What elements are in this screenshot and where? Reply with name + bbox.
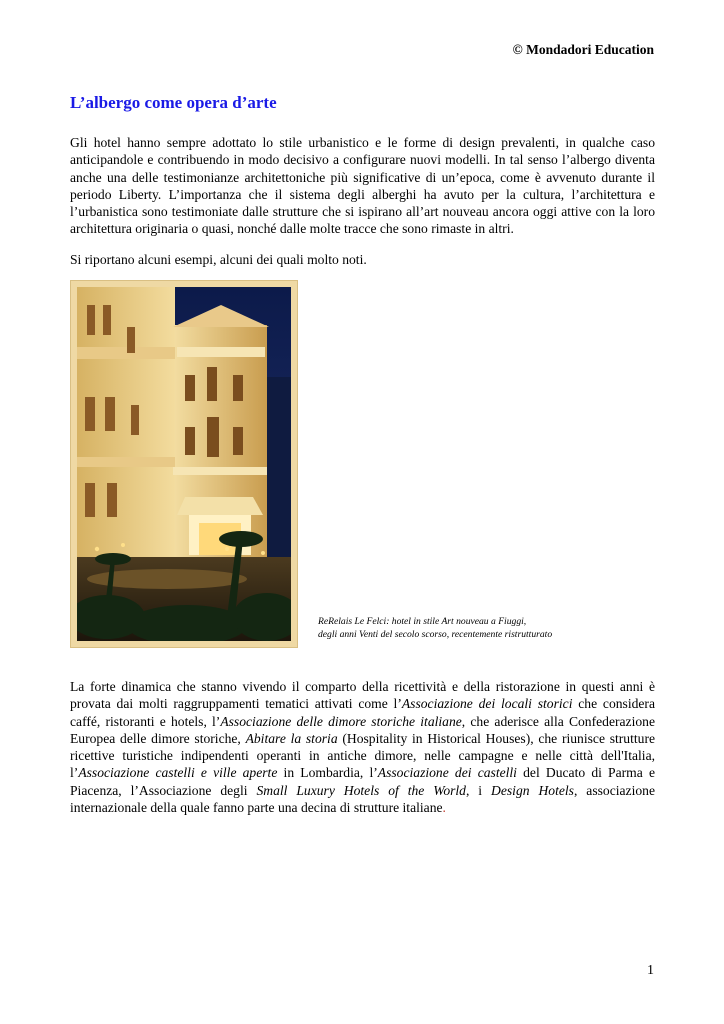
copyright-header: © Mondadori Education bbox=[512, 42, 654, 57]
hotel-photo bbox=[77, 287, 291, 641]
page-number: 1 bbox=[647, 963, 654, 978]
assoc-castelli-ville: Associazione castelli e ville aperte bbox=[78, 765, 278, 781]
abitare-la-storia: Abitare la storia bbox=[245, 730, 338, 746]
small-luxury-hotels: Small Luxury Hotels of the World bbox=[256, 782, 466, 798]
examples-line: Si riportano alcuni esempi, alcuni dei quali molto noti. bbox=[70, 252, 367, 267]
intro-paragraph: Gli hotel hanno sempre adottato lo stile urbanistico e le forme di design prevalenti, in qualche caso anticipandole e contribuendo in modo decisivo a configurare nuovi modelli. In tal senso l’albergo diventa anche una delle testimonianze architettoniche più significative di un’epoca, come è avvenuto durante il periodo Liberty. L’importanza che il sistema degli alberghi ha avuto per la cultura, l’architettura e l’urbanistica sono testimoniate dalle strutture che si ispirano all’art nouveau ancora oggi attive con la loro architettura originaria o quasi, nonché dalle molte tracce che sono rimaste in altri. bbox=[70, 135, 655, 237]
caption-line-2: degli anni Venti del secolo scorso, recentemente ristrutturato bbox=[318, 628, 553, 640]
assoc-dimore-storiche: Associazione delle dimore storiche italiane bbox=[220, 713, 462, 729]
body-paragraph: La forte dinamica che stanno vivendo il comparto della ricettività e della ristorazione in questi anni è provata dai molti raggruppamenti tematici attivati come l’Associazione dei locali storici che considera caffé, ristoranti e hotels, l’Associazione delle dimore storiche italiane, che aderisce alla Confederazione Europea delle dimore storiche, Abitare la storia (Hospitality in Historical Houses), che riunisce strutture ricettive turistiche indipendenti operanti in antiche dimore, nelle campagne e nelle città dell'Italia, l’Associazione castelli e ville aperte in Lombardia, l’Associazione dei castelli del Ducato di Parma e Piacenza, l’Associazione degli Small Luxury Hotels of the World, i Design Hotels, associazione internazionale della quale fanno parte una decina di strutture italiane. bbox=[70, 679, 656, 816]
caption-line-1: ReRelais Le Felci: hotel in stile Art nouveau a Fiuggi, bbox=[318, 616, 527, 627]
assoc-castelli: Associazione dei castelli bbox=[377, 765, 517, 781]
design-hotels: Design Hotels bbox=[491, 782, 574, 798]
hotel-photo-frame bbox=[70, 280, 298, 648]
figure-caption bbox=[318, 616, 552, 641]
page-title: L’albergo come opera d’arte bbox=[70, 93, 277, 112]
assoc-locali-storici: Associazione dei locali storici bbox=[401, 696, 573, 712]
